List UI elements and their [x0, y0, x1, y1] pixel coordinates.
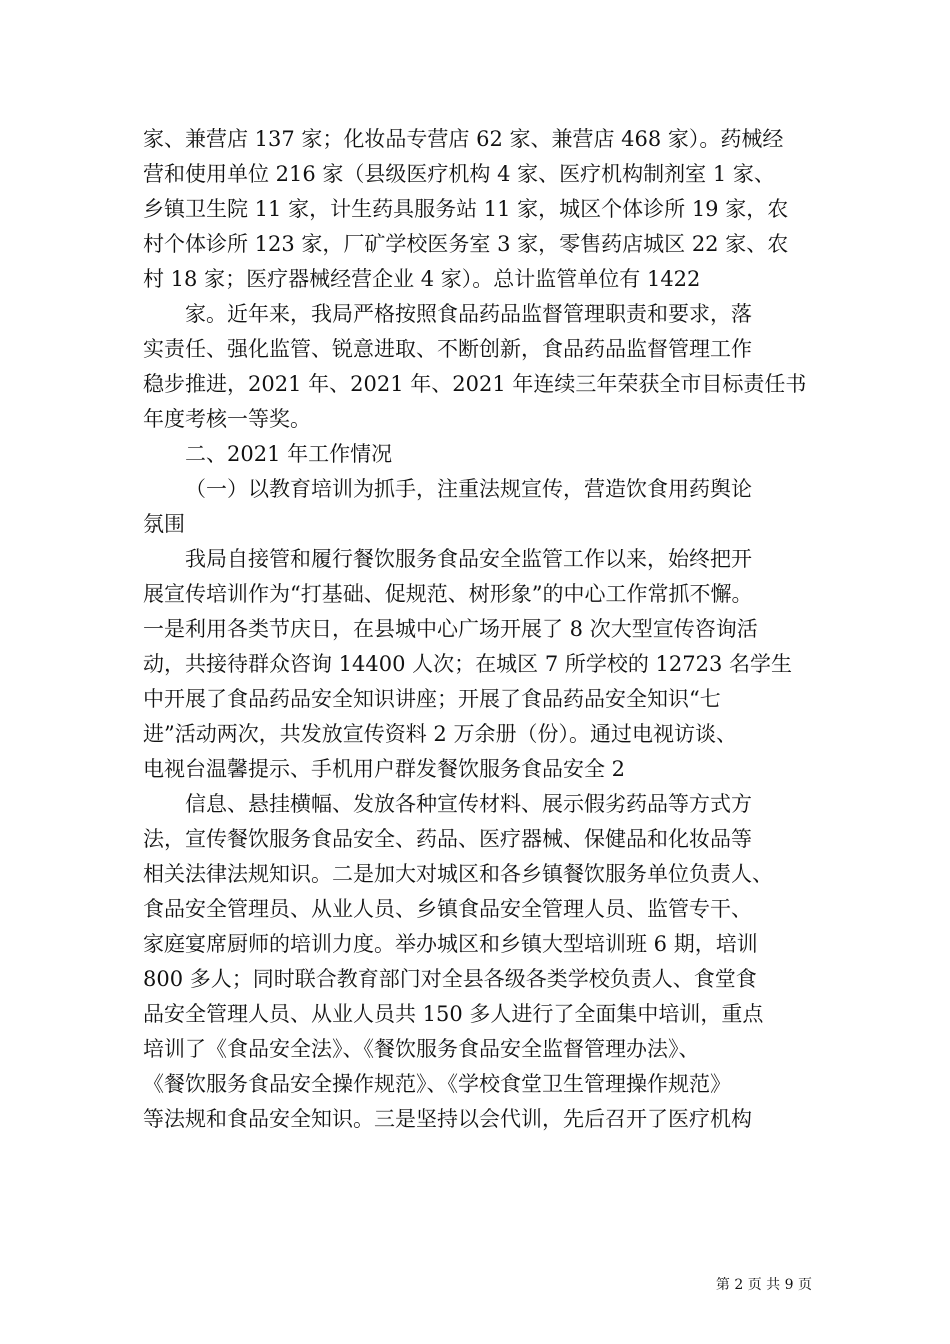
text-line: 食品安全管理员、从业人员、乡镇食品安全管理人员、监管专干、 [143, 897, 752, 921]
text-line: 《餐饮服务食品安全操作规范》、《学校食堂卫生管理操作规范》 [143, 1072, 731, 1096]
text-line: 等法规和食品安全知识。三是坚持以会代训，先后召开了医疗机构 [143, 1107, 752, 1131]
subsection-heading: （一）以教育培训为抓手，注重法规宣传，营造饮食用药舆论 [185, 477, 752, 501]
text-line: 800 多人；同时联合教育部门对全县各级各类学校负责人、食堂食 [143, 967, 757, 991]
text-line: 家。近年来，我局严格按照食品药品监督管理职责和要求，落 [185, 302, 752, 326]
text-line: 培训了《食品安全法》、《餐饮服务食品安全监督管理办法》、 [143, 1037, 700, 1061]
text-line: 村个体诊所 123 家，厂矿学校医务室 3 家，零售药店城区 22 家、农 [143, 232, 789, 256]
text-line: 法，宣传餐饮服务食品安全、药品、医疗器械、保健品和化妆品等 [143, 827, 752, 851]
text-line: 动，共接待群众咨询 14400 人次；在城区 7 所学校的 12723 名学生 [143, 652, 793, 676]
text-line: 稳步推进，2021 年、2021 年、2021 年连续三年荣获全市目标责任书 [143, 372, 807, 396]
text-line: 品安全管理人员、从业人员共 150 多人进行了全面集中培训，重点 [143, 1002, 764, 1026]
text-line: 一是利用各类节庆日，在县城中心广场开展了 8 次大型宣传咨询活 [143, 617, 758, 641]
text-line: 我局自接管和履行餐饮服务食品安全监管工作以来，始终把开 [185, 547, 752, 571]
text-line: 相关法律法规知识。二是加大对城区和各乡镇餐饮服务单位负责人、 [143, 862, 773, 886]
body-text [143, 122, 813, 1137]
text-line: 村 18 家；医疗器械经营企业 4 家）。总计监管单位有 1422 [143, 267, 701, 291]
text-line: 年度考核一等奖。 [143, 407, 311, 431]
page-number: 第 2 页 共 9 页 [715, 1277, 812, 1293]
text-line: 进”活动两次，共发放宣传资料 2 万余册（份）。通过电视访谈、 [143, 722, 737, 746]
text-line: 营和使用单位 216 家（县级医疗机构 4 家、医疗机构制剂室 1 家、 [143, 162, 775, 186]
text-line: 家、兼营店 137 家；化妆品专营店 62 家、兼营店 468 家）。药械经 [143, 127, 784, 151]
text-line: 电视台温馨提示、手机用户群发餐饮服务食品安全 2 [143, 757, 626, 781]
text-line: 中开展了食品药品安全知识讲座；开展了食品药品安全知识“七 [143, 687, 721, 711]
text-line: 信息、悬挂横幅、发放各种宣传材料、展示假劣药品等方式方 [185, 792, 752, 816]
text-line: 展宣传培训作为“打基础、促规范、树形象”的中心工作常抓不懈。 [143, 582, 753, 606]
text-line: 乡镇卫生院 11 家，计生药具服务站 11 家，城区个体诊所 19 家，农 [143, 197, 789, 221]
subsection-heading-cont: 氛围 [143, 512, 185, 536]
text-line: 实责任、强化监管、锐意进取、不断创新，食品药品监督管理工作 [143, 337, 752, 361]
text-line: 家庭宴席厨师的培训力度。举办城区和乡镇大型培训班 6 期，培训 [143, 932, 758, 956]
section-heading: 二、2021 年工作情况 [185, 442, 393, 466]
